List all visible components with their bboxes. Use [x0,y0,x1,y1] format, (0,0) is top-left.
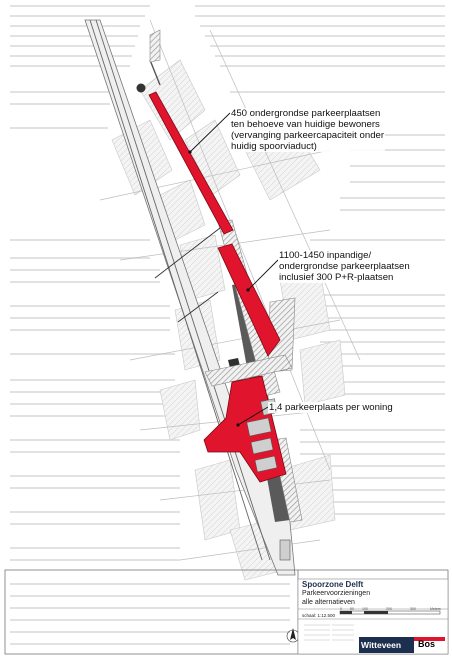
scale-tick: Meters [430,607,441,611]
annotation-line: 450 ondergrondse parkeerplaatsen [231,108,381,119]
map-subtitle-2: alle alternatieven [302,599,355,606]
scale-label: schaal: 1:12.500 [302,613,336,618]
scale-tick: 300 [410,607,416,611]
annotation-line: inclusief 300 P+R-plaatsen [279,272,394,283]
annotation-south [268,402,394,413]
roundabout-marker [137,84,146,93]
annotation-line: 1,4 parkeerplaats per woning [269,402,393,413]
annotation-line: 1100-1450 inpandige/ [279,250,372,261]
annotation-line: ten behoeve van huidige bewoners [231,119,380,130]
annotation-line: (vervanging parkeercapaciteit onder [231,130,385,141]
annotation-line: huidig spoorviaduct) [231,141,317,152]
scale-tick: 50 [350,607,354,611]
project-title: Spoorzone Delft [302,580,364,589]
scale-tick: 200 [386,607,392,611]
brand-name-2: Bos [418,639,436,649]
scale-tick: 100 [362,607,368,611]
background-text-lines [10,6,445,644]
brand-name: Witteveen [361,640,402,650]
annotation-north [230,108,385,152]
annotation-station [278,250,411,283]
map-subtitle: Parkeervoorzieningen [302,590,371,597]
scale-tick: 0 [340,607,342,611]
annotation-line: ondergrondse parkeerplaatsen [279,261,410,272]
title-block [298,579,448,654]
